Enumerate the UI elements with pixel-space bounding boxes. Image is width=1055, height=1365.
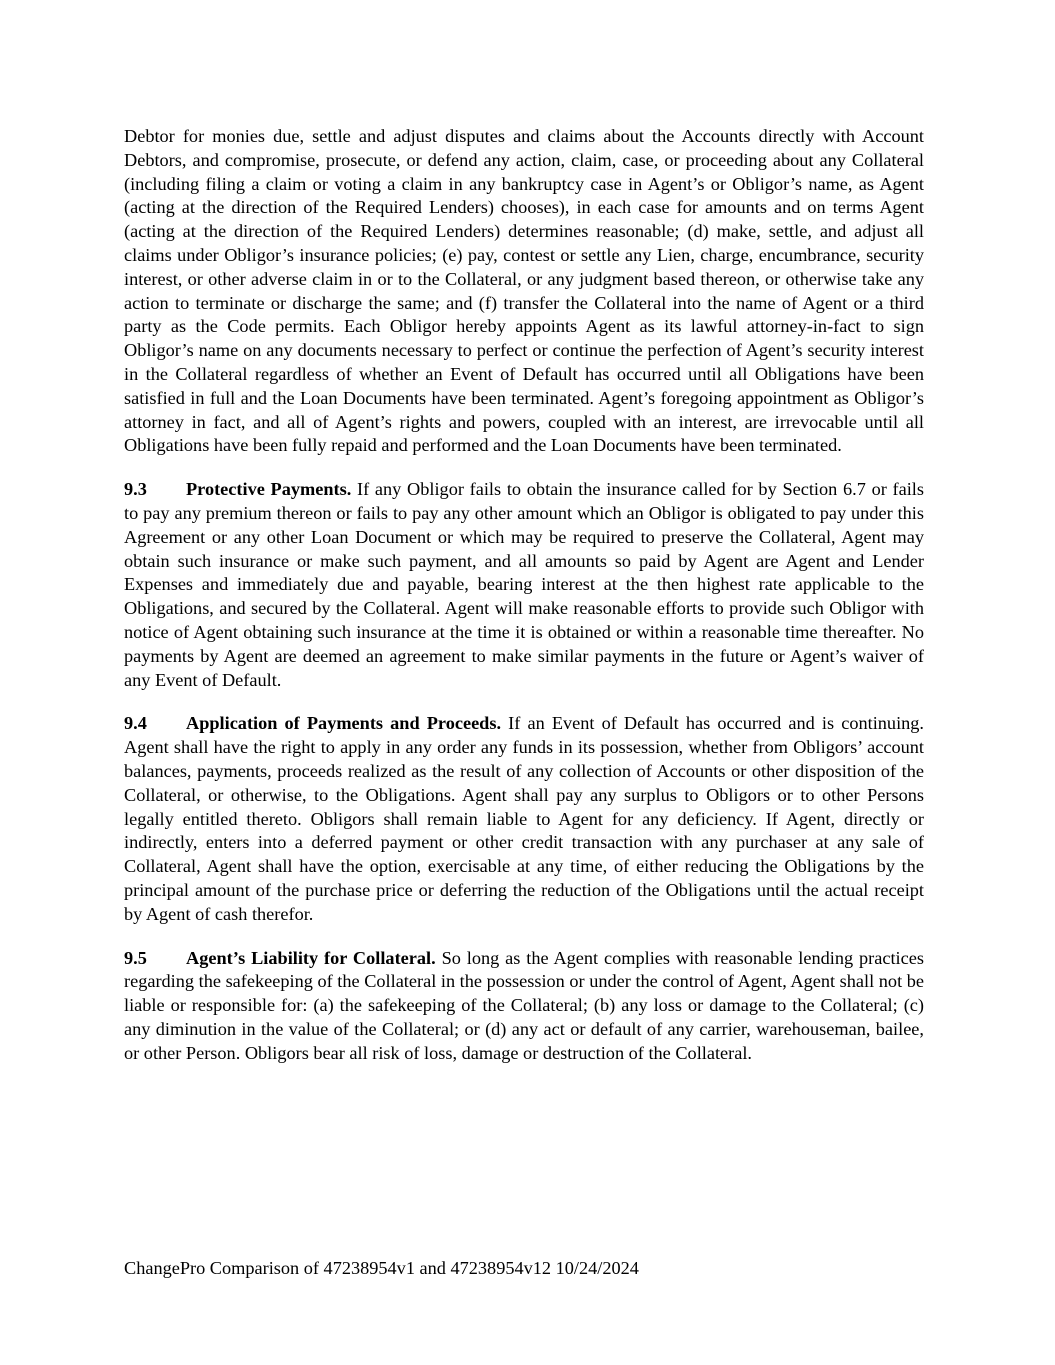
section-title: Protective Payments. <box>186 479 352 500</box>
section-9-4 <box>124 712 924 926</box>
section-number: 9.3 <box>124 479 147 500</box>
section-9-5 <box>124 947 924 1066</box>
section-number: 9.5 <box>124 947 147 968</box>
paragraph-continuation <box>124 125 924 458</box>
page-footer: ChangePro Comparison of 47238954v1 and 47238954v12 10/24/2024 <box>124 1258 639 1278</box>
section-number: 9.4 <box>124 713 147 734</box>
section-9-3 <box>124 478 924 692</box>
document-page <box>124 125 924 1065</box>
section-text: So long as the Agent complies with reasonable lending practices regarding the safekeeping of the Collateral in the possession or under the control of Agent, Agent shall not be liable or responsible for: (a) the safekeeping of the Collateral; (b) any loss or damage to the Collateral; (c) any diminution in the value of the Collateral; or (d) any act or default of any carrier, warehouseman, bailee, or other Person. Obligors bear all risk of loss, damage or destruction of the Collateral. <box>124 947 924 1063</box>
section-text: If an Event of Default has occurred and is continuing. Agent shall have the right to apply in any order any funds in its possession, whether from Obligors’ account balances, payments, proceeds realized as the result of any collection of Accounts or other disposition of the Collateral, or otherwise, to the Obligations. Agent shall pay any surplus to Obligors or to other Persons legally entitled thereto. Obligors shall remain liable to Agent for any deficiency. If Agent, directly or indirectly, enters into a deferred payment or other credit transaction with any purchaser at any sale of Collateral, Agent shall have the option, exercisable at any time, of either reducing the Obligations by the principal amount of the purchase price or deferring the reduction of the Obligations until the actual receipt by Agent of cash therefor. <box>124 713 924 924</box>
section-text: If any Obligor fails to obtain the insurance called for by Section 6.7 or fails to pay any premium thereon or fails to pay any other amount which an Obligor is obligated to pay under this Agreement or any other Loan Document or which may be required to preserve the Collateral, Agent may obtain such insurance or make such payment, and all amounts so paid by Agent are Agent and Lender Expenses and immediately due and payable, bearing interest at the then highest rate applicable to the Obligations, and secured by the Collateral. Agent will make reasonable efforts to provide such Obligor with notice of Agent obtaining such insurance at the time it is obtained or within a reasonable time thereafter. No payments by Agent are deemed an agreement to make similar payments in the future or Agent’s waiver of any Event of Default. <box>124 479 924 690</box>
paragraph-text: Debtor for monies due, settle and adjust disputes and claims about the Accounts directly with Account Debtors, and compromise, prosecute, or defend any action, claim, case, or proceeding about any Collateral (including filing a claim or voting a claim in any bankruptcy case in Agent’s or Obligor’s name, as Agent (acting at the direction of the Required Lenders) chooses), in each case for amounts and on terms Agent (acting at the direction of the Required Lenders) determines reasonable; (d) make, settle, and adjust all claims under Obligor’s insurance policies; (e) pay, contest or settle any Lien, charge, encumbrance, security interest, or other adverse claim in or to the Collateral, or any judgment based thereon, or otherwise take any action to terminate or discharge the same; and (f) transfer the Collateral into the name of Agent or a third party as the Code permits. Each Obligor hereby appoints Agent as its lawful attorney-in-fact to sign Obligor’s name on any documents necessary to perfect or continue the perfection of Agent’s security interest in the Collateral regardless of whether an Event of Default has occurred until all Obligations have been satisfied in full and the Loan Documents have been terminated. Agent’s foregoing appointment as Obligor’s attorney in fact, and all of Agent’s rights and powers, coupled with an interest, are irrevocable until all Obligations have been fully repaid and performed and the Loan Documents have been terminated. <box>124 126 924 456</box>
section-title: Application of Payments and Proceeds. <box>186 713 502 734</box>
section-title: Agent’s Liability for Collateral. <box>186 947 436 968</box>
